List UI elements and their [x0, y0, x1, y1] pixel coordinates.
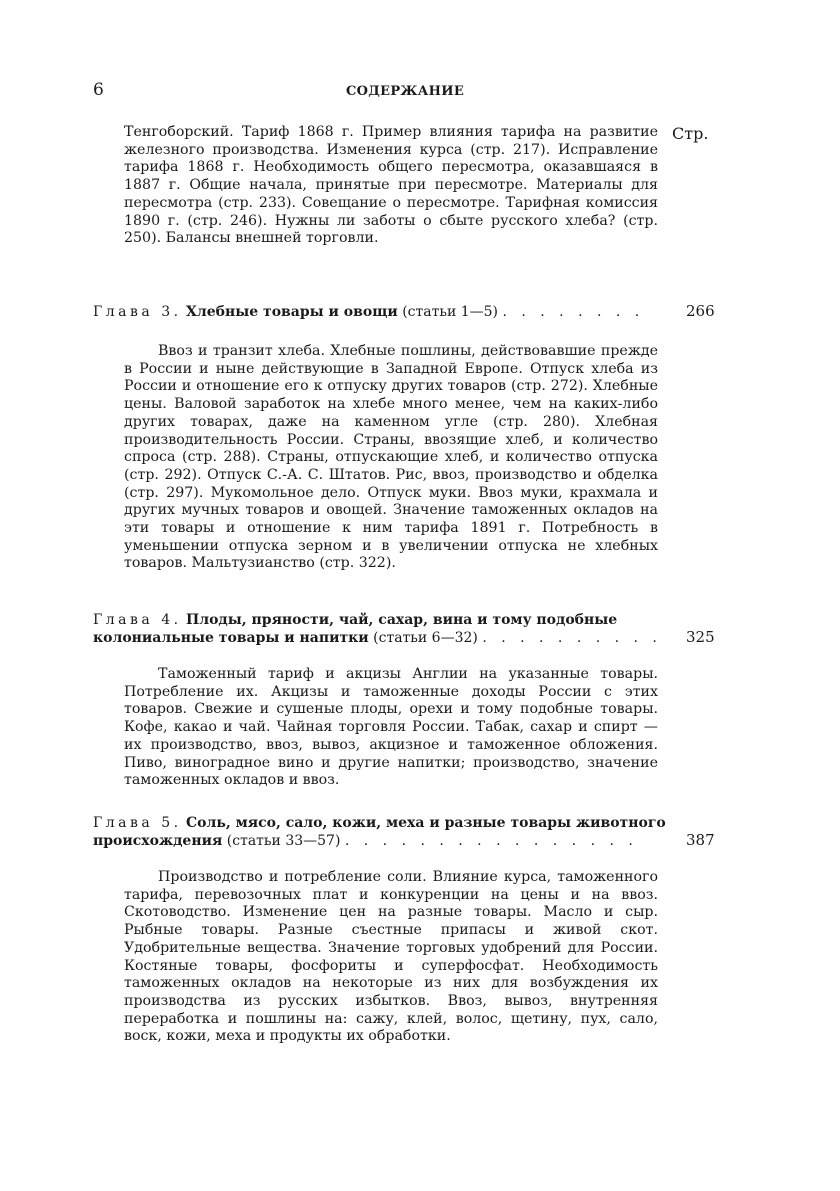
leader-dots: . . . . . . . . . . [482, 630, 662, 646]
chapter-5-label: Глава 5. [93, 815, 182, 831]
chapter-4-heading [93, 611, 673, 647]
chapter-5-summary: Производство и потребление соли. Влияние курса, таможенного тарифа, перевозочных плат и конкуренции на цены и на ввоз. Скотоводство. Изменение цен на разные товары. Масло и сыр. Рыбные товары. Разные съестные припасы и живой скот. Удобрительные вещества. Значение торговых удобрений для России. Костяные товары, фосфориты и суперфосфат. Необходимость таможенных окладов на некоторые из них для возбуждения их производства из русских избытков. Ввоз, вывоз, внутренняя переработка и пошлины на: сажу, клей, волос, щетину, пух, сало, воск, кожи, меха и продукты их обработки. [124, 869, 658, 1045]
page-number: 6 [93, 80, 104, 100]
chapter-5-heading [93, 814, 673, 850]
leader-dots: . . . . . . . . [502, 304, 645, 320]
page-column-label: Стр. [672, 124, 709, 143]
chapter-4-articles: (статьи 6—32) [373, 630, 478, 646]
chapter-4-summary: Таможенный тариф и акцизы Англии на указанные товары. Потребление их. Акцизы и таможенные доходы России с этих товаров. Свежие и сушеные плоды, орехи и тому подобные товары. Кофе, какао и чай. Чайная торговля России. Табак, сахар и спирт — их производство, ввоз, вывоз, акцизное и таможенное обложения. Пиво, виноградное вино и другие напитки; производство, значение таможенных окладов и ввоз. [124, 666, 658, 789]
chapter-3-page: 266 [686, 302, 715, 320]
intro-paragraph: Тенгоборский. Тариф 1868 г. Пример влияния тарифа на развитие железного производства. Изменения курса (стр. 217). Исправление тарифа 1868 г. Необходимость общего пересмотра, оказавшаяся в 1887 г. Общие начала, принятые при пересмотре. Материалы для пересмотра (стр. 233). Совещание о пересмотре. Тарифная комиссия 1890 г. (стр. 246). Нужны ли заботы о сбыте русского хлеба? (стр. 250). Балансы внешней торговли. [124, 124, 658, 247]
chapter-3-summary: Ввоз и транзит хлеба. Хлебные пошлины, действовавшие прежде в России и ныне действующие в Западной Европе. Отпуск хлеба из России и отношение его к отпуску других товаров (стр. 272). Хлебные цены. Валовой заработок на хлебе много менее, чем на каких-либо других товарах, даже на каменном угле (стр. 280). Хлебная производительность России. Страны, ввозящие хлеб, и количество спроса (стр. 288). Страны, отпускающие хлеб, и количество отпуска (стр. 292). Отпуск С.-А. С. Штатов. Рис, ввоз, производство и обделка (стр. 297). Мукомольное дело. Отпуск муки. Ввоз муки, крахмала и других мучных товаров и овощей. Значение таможенных окладов на эти товары и отношение к ним тарифа 1891 г. Потребность в уменьшении отпуска зерном и в увеличении отпуска не хлебных товаров. Мальтузианство (стр. 322). [124, 343, 658, 572]
chapter-5-articles: (статьи 33—57) [226, 833, 341, 849]
chapter-4-title-line2: колониальные товары и напитки [93, 630, 369, 646]
running-head: СОДЕРЖАНИЕ [346, 84, 465, 99]
chapter-5-title-line1: Соль, мясо, сало, кожи, меха и разные товары животного [186, 815, 666, 831]
chapter-3-label: Глава 3. [93, 304, 182, 320]
chapter-5-page: 387 [686, 831, 715, 849]
chapter-4-label: Глава 4. [93, 612, 182, 628]
leader-dots: . . . . . . . . . . . . . . . . [344, 833, 638, 849]
chapter-5-title-line2: происхождения [93, 833, 223, 849]
chapter-3-title: Хлебные товары и овощи [186, 304, 398, 320]
chapter-3-articles: (статьи 1—5) [402, 304, 499, 320]
chapter-4-page: 325 [686, 628, 715, 646]
chapter-4-title-line1: Плоды, пряности, чай, сахар, вина и тому подобные [186, 612, 618, 628]
chapter-3-heading [93, 303, 673, 321]
